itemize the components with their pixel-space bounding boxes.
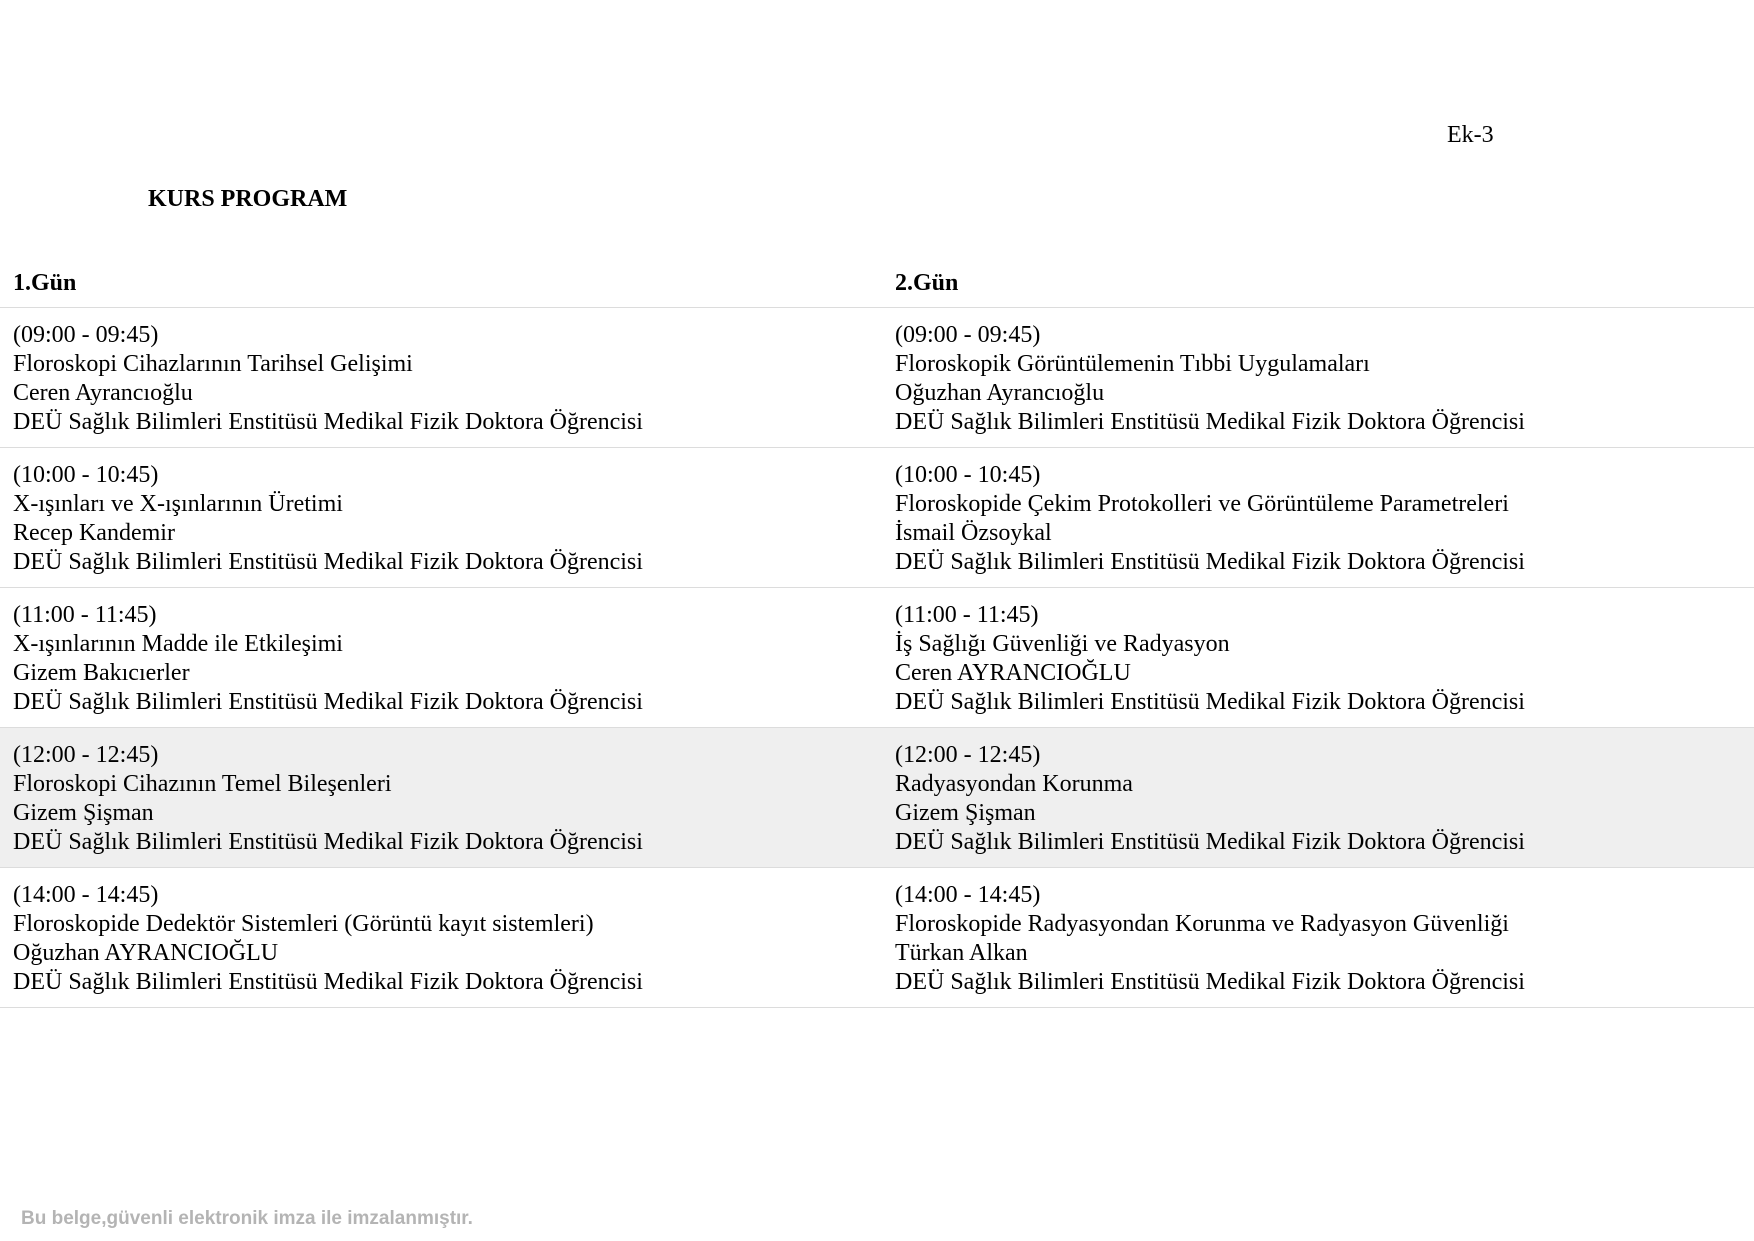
- day-1-session-4: [0, 741, 882, 867]
- session-topic: X-ışınlarının Madde ile Etkileşimi: [13, 631, 343, 657]
- day-1-session-1: [0, 321, 882, 447]
- day-1-session-3: [0, 601, 882, 727]
- session-row-4: [0, 728, 1754, 868]
- session-speaker: Recep Kandemir: [13, 520, 175, 546]
- session-affiliation: DEÜ Sağlık Bilimleri Enstitüsü Medikal Fizik Doktora Öğrencisi: [13, 969, 643, 995]
- session-affiliation: DEÜ Sağlık Bilimleri Enstitüsü Medikal Fizik Doktora Öğrencisi: [895, 689, 1525, 715]
- session-topic: Floroskopide Radyasyondan Korunma ve Radyasyon Güvenliği: [895, 911, 1509, 937]
- day-header-row: [0, 262, 1754, 308]
- session-row-2: [0, 448, 1754, 588]
- session-topic: Floroskopi Cihazlarının Tarihsel Gelişimi: [13, 351, 413, 377]
- session-time: (12:00 - 12:45): [13, 742, 159, 768]
- document-title: KURS PROGRAM: [148, 186, 348, 212]
- day-2-session-2: [882, 461, 1754, 587]
- day-1-session-2: [0, 461, 882, 587]
- session-topic: Floroskopik Görüntülemenin Tıbbi Uygulamaları: [895, 351, 1370, 377]
- session-speaker: Ceren Ayrancıoğlu: [13, 380, 193, 406]
- session-speaker: İsmail Özsoykal: [895, 520, 1052, 546]
- session-speaker: Gizem Bakıcıerler: [13, 660, 190, 686]
- session-row-1: [0, 308, 1754, 448]
- session-time: (10:00 - 10:45): [895, 462, 1041, 488]
- session-topic: Floroskopi Cihazının Temel Bileşenleri: [13, 771, 392, 797]
- session-affiliation: DEÜ Sağlık Bilimleri Enstitüsü Medikal Fizik Doktora Öğrencisi: [13, 829, 643, 855]
- day-2-session-1: [882, 321, 1754, 447]
- session-time: (14:00 - 14:45): [13, 882, 159, 908]
- session-affiliation: DEÜ Sağlık Bilimleri Enstitüsü Medikal Fizik Doktora Öğrencisi: [13, 549, 643, 575]
- session-affiliation: DEÜ Sağlık Bilimleri Enstitüsü Medikal Fizik Doktora Öğrencisi: [895, 409, 1525, 435]
- session-affiliation: DEÜ Sağlık Bilimleri Enstitüsü Medikal Fizik Doktora Öğrencisi: [895, 969, 1525, 995]
- session-speaker: Oğuzhan Ayrancıoğlu: [895, 380, 1105, 406]
- day-2-session-5: [882, 881, 1754, 1007]
- session-topic: Radyasyondan Korunma: [895, 771, 1133, 797]
- session-time: (12:00 - 12:45): [895, 742, 1041, 768]
- session-time: (11:00 - 11:45): [895, 602, 1039, 628]
- session-row-3: [0, 588, 1754, 728]
- session-speaker: Türkan Alkan: [895, 940, 1028, 966]
- session-time: (11:00 - 11:45): [13, 602, 157, 628]
- session-time: (09:00 - 09:45): [13, 322, 159, 348]
- session-affiliation: DEÜ Sağlık Bilimleri Enstitüsü Medikal Fizik Doktora Öğrencisi: [895, 549, 1525, 575]
- session-row-5: [0, 868, 1754, 1008]
- e-signature-note: Bu belge,güvenli elektronik imza ile imzalanmıştır.: [21, 1208, 473, 1229]
- session-affiliation: DEÜ Sağlık Bilimleri Enstitüsü Medikal Fizik Doktora Öğrencisi: [895, 829, 1525, 855]
- session-topic: İş Sağlığı Güvenliği ve Radyasyon: [895, 631, 1230, 657]
- session-speaker: Ceren AYRANCIOĞLU: [895, 660, 1131, 686]
- annex-label: Ek-3: [1447, 122, 1494, 148]
- day-1-session-5: [0, 881, 882, 1007]
- day-2-header: [882, 262, 1754, 300]
- session-time: (14:00 - 14:45): [895, 882, 1041, 908]
- session-topic: Floroskopide Dedektör Sistemleri (Görüntü kayıt sistemleri): [13, 911, 594, 937]
- day-2-session-4: [882, 741, 1754, 867]
- day-2-title: 2.Gün: [895, 270, 959, 296]
- program-table: [0, 262, 1754, 1008]
- session-time: (09:00 - 09:45): [895, 322, 1041, 348]
- session-affiliation: DEÜ Sağlık Bilimleri Enstitüsü Medikal Fizik Doktora Öğrencisi: [13, 409, 643, 435]
- day-1-header: [0, 262, 882, 300]
- session-speaker: Gizem Şişman: [895, 800, 1036, 826]
- session-speaker: Oğuzhan AYRANCIOĞLU: [13, 940, 279, 966]
- session-topic: Floroskopide Çekim Protokolleri ve Görüntüleme Parametreleri: [895, 491, 1509, 517]
- day-1-title: 1.Gün: [13, 270, 77, 296]
- session-topic: X-ışınları ve X-ışınlarının Üretimi: [13, 491, 343, 517]
- session-speaker: Gizem Şişman: [13, 800, 154, 826]
- day-2-session-3: [882, 601, 1754, 727]
- session-affiliation: DEÜ Sağlık Bilimleri Enstitüsü Medikal Fizik Doktora Öğrencisi: [13, 689, 643, 715]
- session-time: (10:00 - 10:45): [13, 462, 159, 488]
